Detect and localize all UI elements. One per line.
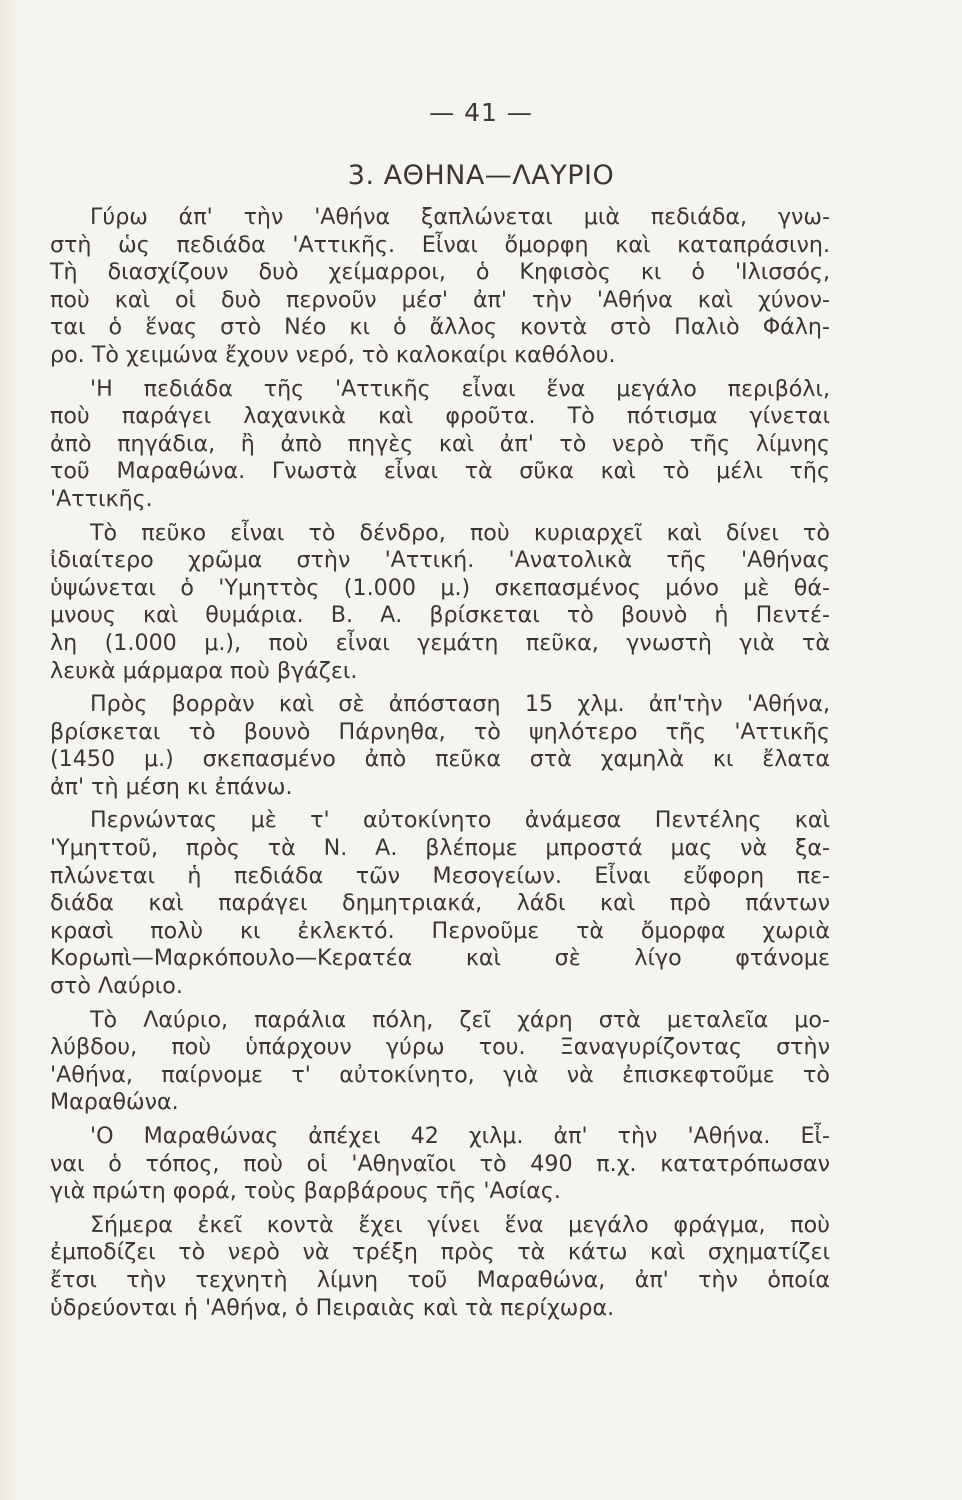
text-line: (1450 μ.) σκεπασμένο ἀπὸ πεῦκα στὰ χαμηλὰ κι ἔλατα (50, 746, 830, 773)
text-line: Τὸ Λαύριο, παράλια πόλη, ζεῖ χάρη στὰ μεταλεῖα μο- (90, 1006, 830, 1033)
text-line: 'Η πεδιάδα τῆς 'Αττικῆς εἶναι ἕνα μεγάλο περιβόλι, (90, 375, 830, 402)
text-line: 'Ο Μαραθώνας ἀπέχει 42 χιλμ. ἀπ' τὴν 'Αθήνα. Εἶ- (90, 1123, 830, 1149)
page-number: — 41 — (429, 98, 533, 127)
text-line: 'Υμηττοῦ, πρὸς τὰ Ν. Α. βλέπομε μπροστά μας νὰ ξα- (50, 835, 830, 862)
text-line: γιὰ πρώτη φορά, τοὺς βαρβάρους τῆς 'Ασίας. (50, 1178, 561, 1205)
text-line: πλώνεται ἡ πεδιάδα τῶν Μεσογείων. Εἶναι εὔφορη πε- (50, 862, 830, 889)
body-text (50, 204, 830, 1322)
text-line: λη (1.000 μ.), ποὺ εἶναι γεμάτη πεῦκα, γνωστὴ γιὰ τὰ (50, 629, 830, 656)
text-line: 'Αττικῆς. (50, 485, 153, 512)
text-line: ποὺ καὶ οἱ δυὸ περνοῦν μέσ' ἀπ' τὴν 'Αθήνα καὶ χύνον- (50, 286, 830, 313)
text-line: ποὺ παράγει λαχανικὰ καὶ φροῦτα. Τὸ πότισμα γίνεται (50, 403, 830, 430)
text-line: λύβδου, ποὺ ὑπάρχουν γύρω του. Ξαναγυρίζοντας στὴν (50, 1034, 830, 1061)
text-line: Πρὸς βορρὰν καὶ σὲ ἀπόσταση 15 χλμ. ἀπ'τὴν 'Αθήνα, (90, 691, 830, 718)
text-line: ἐμποδίζει τὸ νερὸ νὰ τρέξη πρὸς τὰ κάτω καὶ σχηματίζει (50, 1239, 830, 1266)
text-line: ὑδρεύονται ἡ 'Αθήνα, ὁ Πειραιὰς καὶ τὰ περίχωρα. (50, 1294, 615, 1321)
text-line: Περνώντας μὲ τ' αὐτοκίνητο ἀνάμεσα Πεντέλης καὶ (90, 807, 830, 834)
text-line: κρασὶ πολὺ κι ἐκλεκτό. Περνοῦμε τὰ ὄμορφα χωριὰ (50, 917, 830, 944)
text-line: Τὴ διασχίζουν δυὸ χείμαρροι, ὁ Κηφισὸς κι ὁ 'Ιλισσός, (50, 259, 830, 286)
text-line: Μαραθώνα. (50, 1089, 179, 1116)
text-line: ἰδιαίτερο χρῶμα στὴν 'Αττική. 'Ανατολικὰ τῆς 'Αθήνας (50, 547, 830, 574)
text-line: Τὸ πεῦκο εἶναι τὸ δένδρο, ποὺ κυριαρχεῖ καὶ δίνει τὸ (90, 519, 830, 546)
text-line: ἀπὸ πηγάδια, ἢ ἀπὸ πηγὲς καὶ ἀπ' τὸ νερὸ τῆς λίμνης (50, 430, 830, 457)
text-line: ἔτσι τὴν τεχνητὴ λίμνη τοῦ Μαραθώνα, ἀπ' τὴν ὁποία (50, 1266, 830, 1293)
text-line: 'Αθήνα, παίρνομε τ' αὐτοκίνητο, γιὰ νὰ ἐπισκεφτοῦμε τὸ (50, 1061, 830, 1088)
text-line: Γύρω άπ' τὴν 'Αθήνα ξαπλώνεται μιὰ πεδιάδα, γνω- (90, 204, 830, 230)
text-line: στὸ Λαύριο. (50, 973, 183, 1000)
chapter-heading: 3. ΑΘΗΝΑ—ΛΑΥΡΙΟ (347, 160, 615, 191)
text-line: Σήμερα ἐκεῖ κοντὰ ἔχει γίνει ἕνα μεγάλο φράγμα, ποὺ (90, 1211, 830, 1238)
text-line: μνους καὶ θυμάρια. Β. Α. βρίσκεται τὸ βουνὸ ἡ Πεντέ- (50, 602, 830, 629)
text-line: τοῦ Μαραθώνα. Γνωστὰ εἶναι τὰ σῦκα καὶ τὸ μέλι τῆς (50, 458, 830, 485)
text-line: ρο. Τὸ χειμώνα ἔχουν νερό, τὸ καλοκαίρι καθόλου. (50, 341, 616, 368)
text-line: λευκὰ μάρμαρα ποὺ βγάζει. (50, 657, 358, 684)
text-line: βρίσκεται τὸ βουνὸ Πάρνηθα, τὸ ψηλότερο τῆς 'Αττικῆς (50, 718, 830, 745)
text-line: ὑψώνεται ὁ 'Υμηττὸς (1.000 μ.) σκεπασμένος μόνο μὲ θά- (50, 574, 830, 601)
text-line: Κορωπὶ—Μαρκόπουλο—Κερατέα καὶ σὲ λίγο φτάνομε (50, 945, 830, 972)
text-line: στὴ ὡς πεδιάδα 'Αττικῆς. Εἶναι ὄμορφη καὶ καταπράσινη. (50, 231, 830, 258)
text-line: ται ὁ ἕνας στὸ Νέο κι ὁ ἄλλος κοντὰ στὸ Παλιὸ Φάλη- (50, 314, 830, 341)
text-line: ἀπ' τὴ μέση κι ἐπάνω. (50, 773, 293, 800)
text-line: ναι ὁ τόπος, ποὺ οἱ 'Αθηναῖοι τὸ 490 π.χ. κατατρόπωσαν (50, 1150, 830, 1177)
text-line: διάδα καὶ παράγει δημητριακά, λάδι καὶ πρὸ πάντων (50, 890, 830, 917)
